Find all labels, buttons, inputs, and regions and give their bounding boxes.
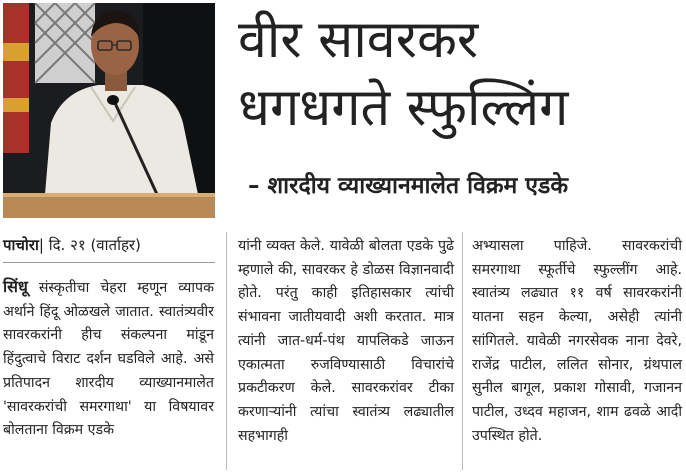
column-divider-1 [226, 232, 227, 470]
speaker-photo [3, 3, 215, 218]
headline-line-2: धगधगते स्फुल्लिंग [238, 78, 569, 138]
article-text-3: अभ्यासला पाहिजे. सावरकरांची समरगाथा स्फूर्तीचे स्फुल्लींग आहे. स्वातंत्र्य लढ्यात ११ वर्ष सावरकरांनी यातना सहन केल्या, असेही त्यांनी सांगितले. यावेळी नगरसेवक नाना देवरे, राजेंद्र पाटील, ललित सोनार, ग्रंथपाल सुनील बागूल, प्रकाश गोसावी, गजानन पाटील, उध्दव महाजन, शाम ढवळे आदी उपस्थित होते. [472, 238, 682, 444]
column-divider-2 [462, 232, 463, 470]
subheadline: – शारदीय व्याख्यानमालेत विक्रम एडके [248, 173, 568, 199]
dateline-place: पाचोरा [3, 236, 39, 254]
dateline [3, 235, 141, 255]
article-column-3 [472, 235, 682, 448]
dateline-separator: | [38, 236, 44, 254]
headline [238, 6, 678, 142]
headline-line-1: वीर सावरकर [238, 10, 479, 70]
article-text-2: यांनी व्यक्त केले. यावेळी बोलता एडके पुढे म्हणाले की, सावरकर हे डोळस विज्ञानवादी होते. परंतु काही इतिहासकार त्यांची संभावना जातीयवादी अशी करतात. मात्र त्यांनी जात-धर्म-पंथ यापलिकडे जाऊन एकात्मता रुजविण्यासाठी विचारांचे प्रकटीकरण केले. सावरकरांवर टीका करणाऱ्यांनी त्यांचा स्वातंत्र्य लढ्यातील सहभागही [238, 238, 454, 444]
article-text-1: संस्कृतीचा चेहरा म्हणून व्यापक अर्थाने हिंदू ओळखले जातात. स्वातंत्र्यवीर सावरकरांनी हीच संकल्पना मांडून हिंदुत्वाचे विराट दर्शन घडविले आहे. असे प्रतिपादन शारदीय व्याख्यानमालेत 'सावरकरांची समरगाथा' या विषयावर बोलताना विक्रम एडके [3, 280, 214, 439]
lead-word: सिंधू [3, 277, 28, 296]
article-column-2 [238, 235, 454, 448]
dateline-date-source: दि. २१ (वार्ताहर) [48, 236, 141, 254]
dateline-rule [3, 262, 215, 263]
article-column-1 [3, 275, 214, 443]
